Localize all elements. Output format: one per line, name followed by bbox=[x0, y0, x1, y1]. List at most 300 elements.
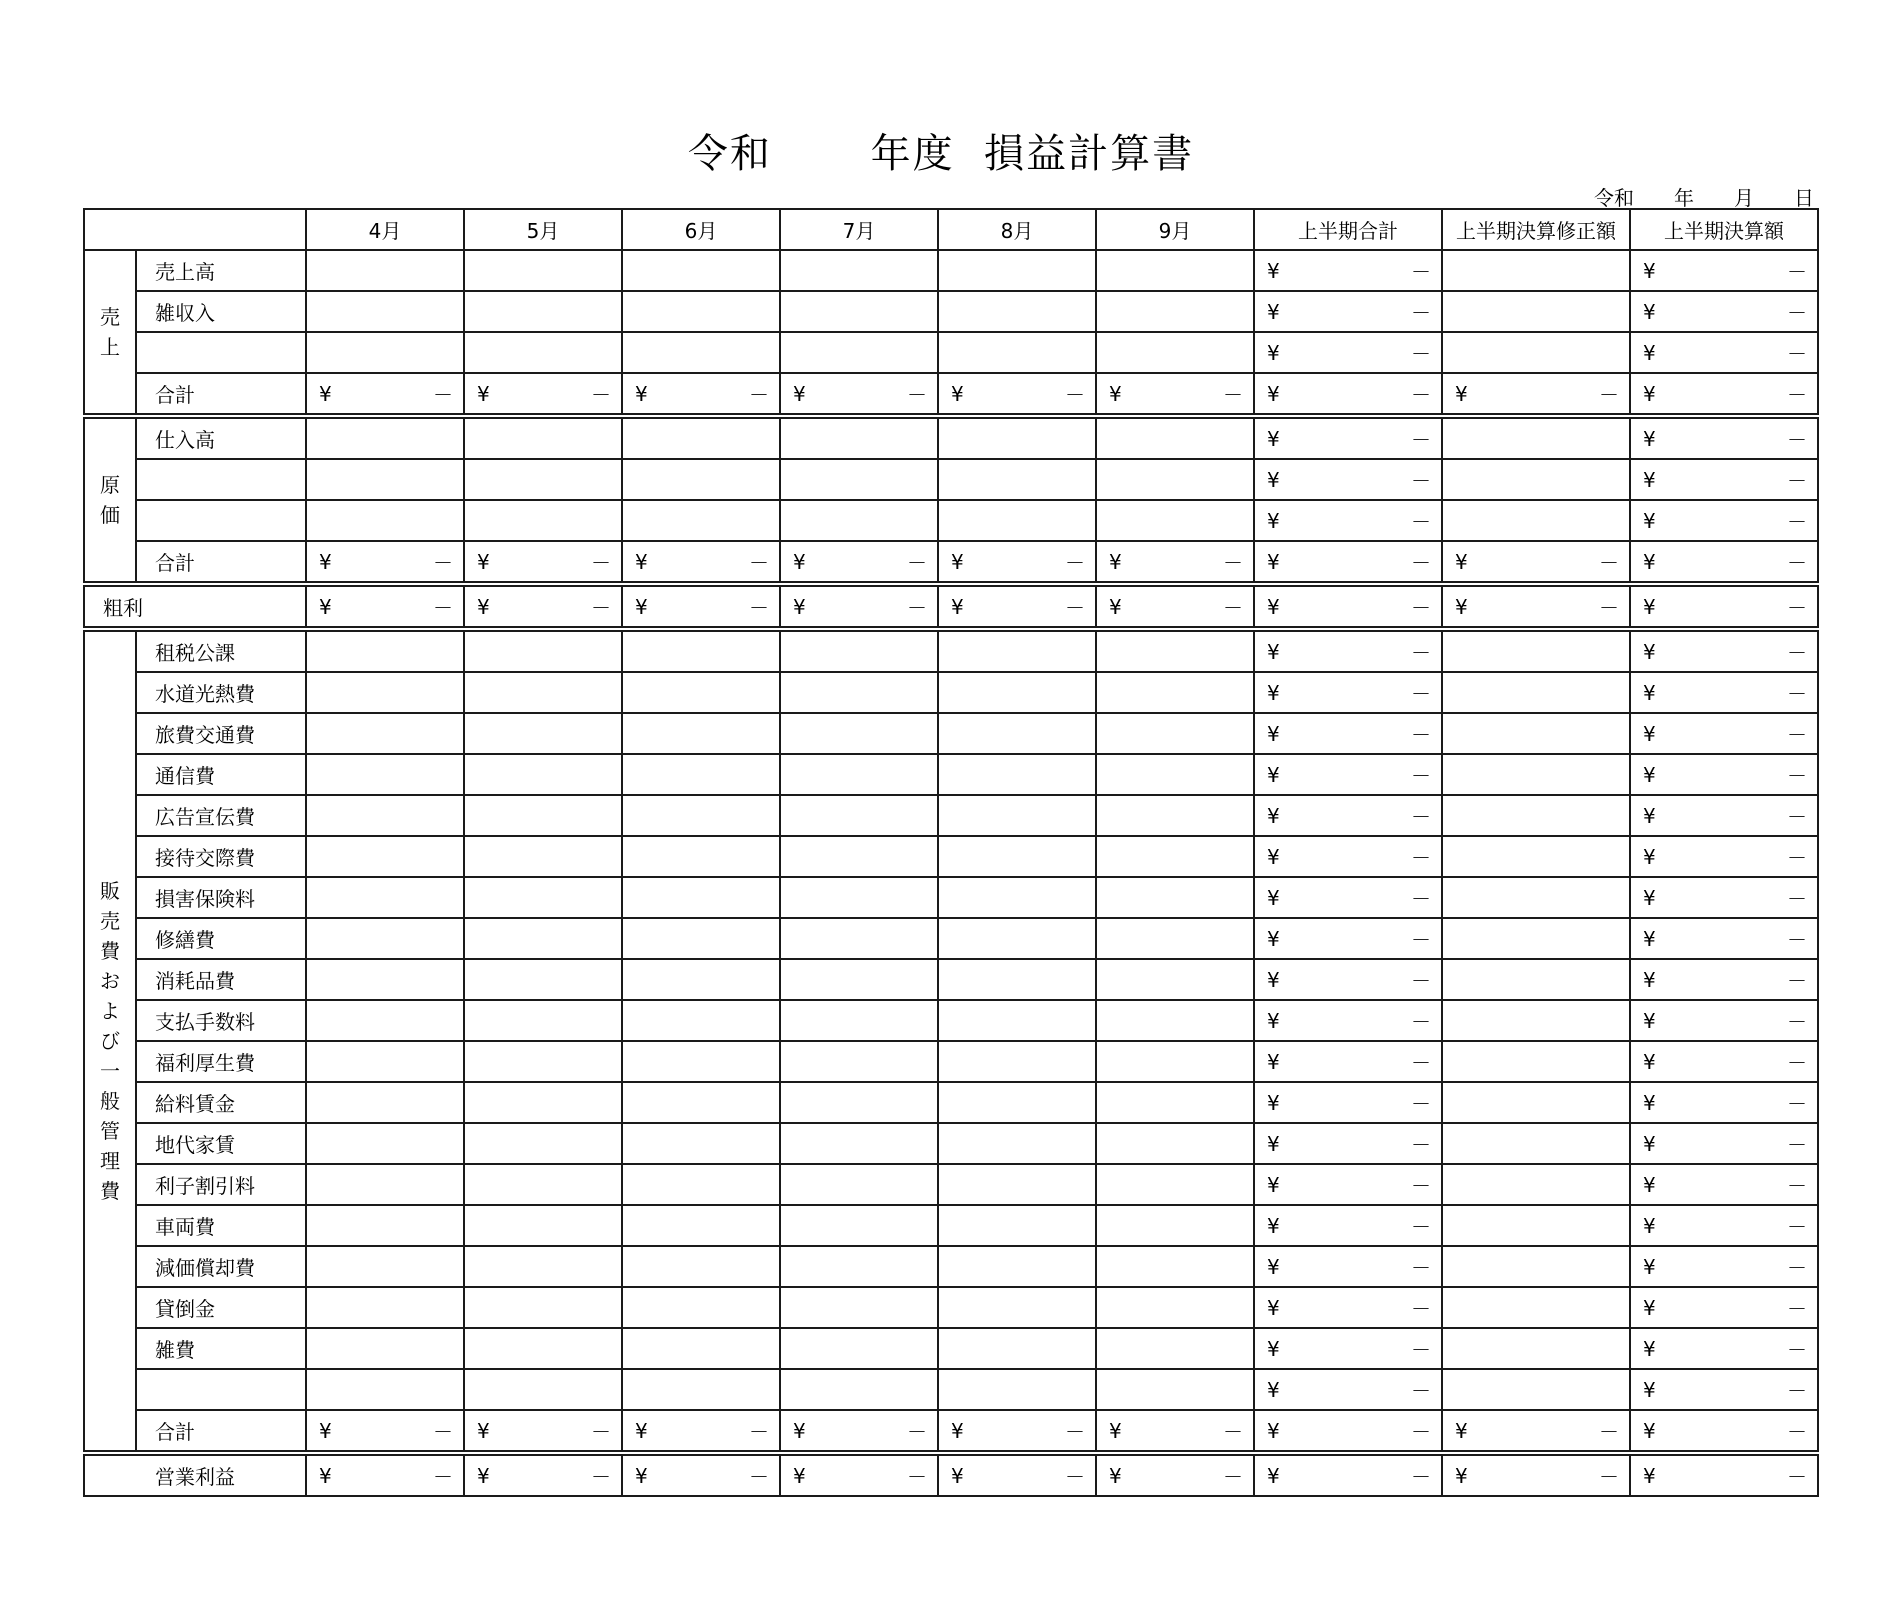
settlement-cell bbox=[1630, 250, 1818, 291]
yen-symbol: ¥ bbox=[1267, 549, 1280, 574]
adjustment-input-cell[interactable] bbox=[1442, 1246, 1630, 1287]
zero-dash: － bbox=[1411, 469, 1431, 493]
month-input-cell[interactable] bbox=[622, 1082, 780, 1123]
month-input-cell[interactable] bbox=[306, 836, 464, 877]
total-value-cell bbox=[464, 1410, 622, 1453]
item-label[interactable]: 福利厚生費 bbox=[136, 1041, 306, 1082]
header-jul: 7月 bbox=[780, 209, 938, 250]
settlement-cell bbox=[1630, 713, 1818, 754]
header-aug: 8月 bbox=[938, 209, 1096, 250]
month-input-cell[interactable] bbox=[306, 959, 464, 1000]
month-input-cell[interactable] bbox=[622, 1246, 780, 1287]
month-input-cell[interactable] bbox=[1096, 416, 1254, 459]
adjustment-input-cell[interactable] bbox=[1442, 250, 1630, 291]
month-input-cell[interactable] bbox=[464, 1000, 622, 1041]
item-label[interactable]: 広告宣伝費 bbox=[136, 795, 306, 836]
item-label[interactable] bbox=[136, 500, 306, 541]
yen-symbol: ¥ bbox=[1267, 1131, 1280, 1156]
zero-dash: － bbox=[1787, 1215, 1807, 1239]
month-input-cell[interactable] bbox=[464, 1041, 622, 1082]
half-total-cell bbox=[1254, 1369, 1442, 1410]
yen-symbol: ¥ bbox=[1455, 549, 1468, 574]
summary-label: 営業利益 bbox=[84, 1453, 306, 1496]
month-input-cell[interactable] bbox=[622, 1287, 780, 1328]
yen-symbol: ¥ bbox=[1643, 762, 1656, 787]
month-input-cell[interactable] bbox=[306, 1041, 464, 1082]
month-input-cell[interactable] bbox=[622, 1369, 780, 1410]
month-input-cell[interactable] bbox=[464, 713, 622, 754]
month-input-cell[interactable] bbox=[780, 959, 938, 1000]
item-label[interactable]: 雑収入 bbox=[136, 291, 306, 332]
month-input-cell[interactable] bbox=[938, 250, 1096, 291]
category-text: 販売費および一般管理費 bbox=[100, 879, 120, 1203]
settlement-cell bbox=[1630, 1328, 1818, 1369]
month-input-cell[interactable] bbox=[306, 1328, 464, 1369]
month-input-cell[interactable] bbox=[622, 1164, 780, 1205]
month-input-cell[interactable] bbox=[938, 713, 1096, 754]
month-input-cell[interactable] bbox=[306, 1205, 464, 1246]
adjustment-input-cell[interactable] bbox=[1442, 1205, 1630, 1246]
month-input-cell[interactable] bbox=[622, 332, 780, 373]
month-input-cell[interactable] bbox=[464, 672, 622, 713]
month-input-cell[interactable] bbox=[306, 877, 464, 918]
month-input-cell[interactable] bbox=[1096, 459, 1254, 500]
month-input-cell[interactable] bbox=[780, 1164, 938, 1205]
month-input-cell[interactable] bbox=[1096, 795, 1254, 836]
month-input-cell[interactable] bbox=[780, 250, 938, 291]
month-input-cell[interactable] bbox=[464, 877, 622, 918]
zero-dash: － bbox=[1787, 1379, 1807, 1403]
month-input-cell[interactable] bbox=[780, 877, 938, 918]
adjustment-input-cell[interactable] bbox=[1442, 332, 1630, 373]
month-input-cell[interactable] bbox=[938, 459, 1096, 500]
month-input-cell[interactable] bbox=[780, 629, 938, 672]
zero-dash: － bbox=[749, 1465, 769, 1489]
yen-symbol: ¥ bbox=[1643, 1418, 1656, 1443]
month-input-cell[interactable] bbox=[938, 1328, 1096, 1369]
month-input-cell[interactable] bbox=[780, 1205, 938, 1246]
month-input-cell[interactable] bbox=[622, 1000, 780, 1041]
zero-dash: － bbox=[1787, 682, 1807, 706]
item-label[interactable]: 売上高 bbox=[136, 250, 306, 291]
month-input-cell[interactable] bbox=[1096, 1246, 1254, 1287]
month-input-cell[interactable] bbox=[938, 1041, 1096, 1082]
settlement-cell bbox=[1630, 836, 1818, 877]
zero-dash: － bbox=[1411, 764, 1431, 788]
month-input-cell[interactable] bbox=[464, 836, 622, 877]
zero-dash: － bbox=[1411, 887, 1431, 911]
zero-dash: － bbox=[1411, 846, 1431, 870]
month-input-cell[interactable] bbox=[938, 1246, 1096, 1287]
month-input-cell[interactable] bbox=[622, 250, 780, 291]
month-input-cell[interactable] bbox=[1096, 332, 1254, 373]
item-label[interactable]: 水道光熱費 bbox=[136, 672, 306, 713]
item-label[interactable]: 租税公課 bbox=[136, 629, 306, 672]
month-input-cell[interactable] bbox=[780, 836, 938, 877]
yen-symbol: ¥ bbox=[1267, 1213, 1280, 1238]
month-input-cell[interactable] bbox=[622, 291, 780, 332]
item-label[interactable]: 消耗品費 bbox=[136, 959, 306, 1000]
month-input-cell[interactable] bbox=[1096, 250, 1254, 291]
item-row bbox=[84, 629, 1818, 672]
item-label[interactable] bbox=[136, 459, 306, 500]
yen-symbol: ¥ bbox=[951, 1463, 964, 1488]
zero-dash: － bbox=[1787, 723, 1807, 747]
month-input-cell[interactable] bbox=[306, 713, 464, 754]
zero-dash: － bbox=[591, 383, 611, 407]
month-input-cell[interactable] bbox=[1096, 1123, 1254, 1164]
adjustment-input-cell[interactable] bbox=[1442, 672, 1630, 713]
month-input-cell[interactable] bbox=[938, 416, 1096, 459]
month-input-cell[interactable] bbox=[622, 672, 780, 713]
value-cell bbox=[1630, 584, 1818, 629]
yen-symbol: ¥ bbox=[319, 381, 332, 406]
month-input-cell[interactable] bbox=[938, 836, 1096, 877]
month-input-cell[interactable] bbox=[1096, 629, 1254, 672]
month-input-cell[interactable] bbox=[622, 918, 780, 959]
yen-symbol: ¥ bbox=[1267, 967, 1280, 992]
half-total-cell bbox=[1254, 877, 1442, 918]
month-input-cell[interactable] bbox=[780, 1246, 938, 1287]
item-label[interactable]: 仕入高 bbox=[136, 416, 306, 459]
month-input-cell[interactable] bbox=[1096, 918, 1254, 959]
settlement-cell bbox=[1630, 291, 1818, 332]
month-input-cell[interactable] bbox=[1096, 836, 1254, 877]
month-input-cell[interactable] bbox=[1096, 713, 1254, 754]
item-label[interactable]: 支払手数料 bbox=[136, 1000, 306, 1041]
month-input-cell[interactable] bbox=[1096, 754, 1254, 795]
value-cell bbox=[938, 584, 1096, 629]
month-input-cell[interactable] bbox=[464, 1246, 622, 1287]
adjustment-input-cell[interactable] bbox=[1442, 1041, 1630, 1082]
half-total-cell bbox=[1254, 713, 1442, 754]
adjustment-input-cell[interactable] bbox=[1442, 500, 1630, 541]
half-total-cell bbox=[1254, 959, 1442, 1000]
month-input-cell[interactable] bbox=[622, 836, 780, 877]
item-label[interactable]: 通信費 bbox=[136, 754, 306, 795]
adjustment-input-cell[interactable] bbox=[1442, 1328, 1630, 1369]
adjustment-input-cell[interactable] bbox=[1442, 291, 1630, 332]
item-label[interactable]: 利子割引料 bbox=[136, 1164, 306, 1205]
month-input-cell[interactable] bbox=[938, 500, 1096, 541]
month-input-cell[interactable] bbox=[306, 459, 464, 500]
month-input-cell[interactable] bbox=[1096, 500, 1254, 541]
month-input-cell[interactable] bbox=[306, 1123, 464, 1164]
zero-dash: － bbox=[1787, 764, 1807, 788]
month-input-cell[interactable] bbox=[780, 1328, 938, 1369]
adjustment-input-cell[interactable] bbox=[1442, 836, 1630, 877]
month-input-cell[interactable] bbox=[1096, 1041, 1254, 1082]
zero-dash: － bbox=[1787, 342, 1807, 366]
adjustment-input-cell[interactable] bbox=[1442, 1082, 1630, 1123]
month-input-cell[interactable] bbox=[306, 416, 464, 459]
month-input-cell[interactable] bbox=[1096, 959, 1254, 1000]
adjustment-input-cell[interactable] bbox=[1442, 1287, 1630, 1328]
month-input-cell[interactable] bbox=[622, 1205, 780, 1246]
yen-symbol: ¥ bbox=[793, 549, 806, 574]
month-input-cell[interactable] bbox=[780, 1287, 938, 1328]
month-input-cell[interactable] bbox=[1096, 1287, 1254, 1328]
month-input-cell[interactable] bbox=[938, 291, 1096, 332]
month-input-cell[interactable] bbox=[938, 877, 1096, 918]
zero-dash: － bbox=[1787, 1010, 1807, 1034]
month-input-cell[interactable] bbox=[622, 1328, 780, 1369]
month-input-cell[interactable] bbox=[464, 416, 622, 459]
month-input-cell[interactable] bbox=[464, 1123, 622, 1164]
month-input-cell[interactable] bbox=[1096, 1205, 1254, 1246]
yen-symbol: ¥ bbox=[1267, 467, 1280, 492]
total-value-cell bbox=[464, 541, 622, 584]
zero-dash: － bbox=[1411, 428, 1431, 452]
month-input-cell[interactable] bbox=[938, 918, 1096, 959]
month-input-cell[interactable] bbox=[780, 754, 938, 795]
month-input-cell[interactable] bbox=[780, 291, 938, 332]
yen-symbol: ¥ bbox=[1267, 381, 1280, 406]
yen-symbol: ¥ bbox=[1455, 1418, 1468, 1443]
month-input-cell[interactable] bbox=[464, 332, 622, 373]
month-input-cell[interactable] bbox=[306, 1369, 464, 1410]
zero-dash: － bbox=[1411, 596, 1431, 620]
month-input-cell[interactable] bbox=[306, 332, 464, 373]
month-input-cell[interactable] bbox=[780, 459, 938, 500]
month-input-cell[interactable] bbox=[622, 416, 780, 459]
month-input-cell[interactable] bbox=[1096, 672, 1254, 713]
month-input-cell[interactable] bbox=[622, 1041, 780, 1082]
item-label[interactable] bbox=[136, 1369, 306, 1410]
month-input-cell[interactable] bbox=[780, 1123, 938, 1164]
item-label[interactable]: 減価償却費 bbox=[136, 1246, 306, 1287]
header-jun: 6月 bbox=[622, 209, 780, 250]
month-input-cell[interactable] bbox=[464, 250, 622, 291]
month-input-cell[interactable] bbox=[306, 1000, 464, 1041]
month-input-cell[interactable] bbox=[464, 918, 622, 959]
zero-dash: － bbox=[1411, 1256, 1431, 1280]
zero-dash: － bbox=[591, 596, 611, 620]
yen-symbol: ¥ bbox=[1643, 381, 1656, 406]
month-input-cell[interactable] bbox=[464, 291, 622, 332]
month-input-cell[interactable] bbox=[464, 1287, 622, 1328]
month-input-cell[interactable] bbox=[622, 629, 780, 672]
yen-symbol: ¥ bbox=[1643, 967, 1656, 992]
yen-symbol: ¥ bbox=[1267, 1463, 1280, 1488]
item-label[interactable]: 損害保険料 bbox=[136, 877, 306, 918]
month-input-cell[interactable] bbox=[938, 1164, 1096, 1205]
item-label[interactable]: 接待交際費 bbox=[136, 836, 306, 877]
zero-dash: － bbox=[1787, 1133, 1807, 1157]
month-input-cell[interactable] bbox=[938, 1000, 1096, 1041]
month-input-cell[interactable] bbox=[464, 959, 622, 1000]
adjustment-input-cell[interactable] bbox=[1442, 918, 1630, 959]
month-input-cell[interactable] bbox=[938, 629, 1096, 672]
month-input-cell[interactable] bbox=[306, 672, 464, 713]
item-row bbox=[84, 795, 1818, 836]
half-total-cell bbox=[1254, 1205, 1442, 1246]
zero-dash: － bbox=[591, 551, 611, 575]
month-input-cell[interactable] bbox=[780, 918, 938, 959]
month-input-cell[interactable] bbox=[464, 459, 622, 500]
month-input-cell[interactable] bbox=[780, 1041, 938, 1082]
yen-symbol: ¥ bbox=[1643, 467, 1656, 492]
zero-dash: － bbox=[1599, 1420, 1619, 1444]
item-label[interactable]: 修繕費 bbox=[136, 918, 306, 959]
month-input-cell[interactable] bbox=[306, 795, 464, 836]
item-row bbox=[84, 1164, 1818, 1205]
zero-dash: － bbox=[1599, 596, 1619, 620]
month-input-cell[interactable] bbox=[464, 1164, 622, 1205]
month-input-cell[interactable] bbox=[1096, 1082, 1254, 1123]
item-label[interactable]: 地代家賃 bbox=[136, 1123, 306, 1164]
adjustment-input-cell[interactable] bbox=[1442, 1369, 1630, 1410]
zero-dash: － bbox=[433, 551, 453, 575]
month-input-cell[interactable] bbox=[306, 629, 464, 672]
month-input-cell[interactable] bbox=[306, 754, 464, 795]
month-input-cell[interactable] bbox=[938, 1205, 1096, 1246]
adjustment-input-cell[interactable] bbox=[1442, 629, 1630, 672]
half-total-cell bbox=[1254, 1246, 1442, 1287]
adjustment-input-cell[interactable] bbox=[1442, 795, 1630, 836]
adjustment-input-cell[interactable] bbox=[1442, 959, 1630, 1000]
month-input-cell[interactable] bbox=[464, 629, 622, 672]
header-half-adjustment: 上半期決算修正額 bbox=[1442, 209, 1630, 250]
month-input-cell[interactable] bbox=[780, 1082, 938, 1123]
yen-symbol: ¥ bbox=[1267, 594, 1280, 619]
item-label[interactable]: 車両費 bbox=[136, 1205, 306, 1246]
item-label[interactable]: 旅費交通費 bbox=[136, 713, 306, 754]
month-input-cell[interactable] bbox=[622, 959, 780, 1000]
month-input-cell[interactable] bbox=[938, 332, 1096, 373]
month-input-cell[interactable] bbox=[306, 250, 464, 291]
zero-dash: － bbox=[1411, 1092, 1431, 1116]
month-input-cell[interactable] bbox=[622, 500, 780, 541]
settlement-cell bbox=[1630, 332, 1818, 373]
month-input-cell[interactable] bbox=[938, 1369, 1096, 1410]
item-label[interactable]: 貸倒金 bbox=[136, 1287, 306, 1328]
month-input-cell[interactable] bbox=[780, 500, 938, 541]
total-label: 合計 bbox=[136, 1410, 306, 1453]
month-input-cell[interactable] bbox=[780, 1000, 938, 1041]
adjustment-input-cell[interactable] bbox=[1442, 416, 1630, 459]
month-input-cell[interactable] bbox=[780, 795, 938, 836]
item-label[interactable]: 給料賃金 bbox=[136, 1082, 306, 1123]
value-cell bbox=[938, 1453, 1096, 1496]
month-input-cell[interactable] bbox=[622, 1123, 780, 1164]
item-label[interactable] bbox=[136, 332, 306, 373]
adjustment-input-cell[interactable] bbox=[1442, 1000, 1630, 1041]
zero-dash: － bbox=[1411, 1338, 1431, 1362]
month-input-cell[interactable] bbox=[464, 1328, 622, 1369]
zero-dash: － bbox=[1787, 510, 1807, 534]
yen-symbol: ¥ bbox=[635, 549, 648, 574]
month-input-cell[interactable] bbox=[938, 795, 1096, 836]
month-input-cell[interactable] bbox=[780, 1369, 938, 1410]
month-input-cell[interactable] bbox=[306, 918, 464, 959]
income-statement-table bbox=[83, 208, 1819, 1497]
month-input-cell[interactable] bbox=[780, 672, 938, 713]
yen-symbol: ¥ bbox=[951, 381, 964, 406]
adjustment-input-cell[interactable] bbox=[1442, 877, 1630, 918]
month-input-cell[interactable] bbox=[938, 754, 1096, 795]
yen-symbol: ¥ bbox=[1267, 762, 1280, 787]
half-total-cell bbox=[1254, 795, 1442, 836]
yen-symbol: ¥ bbox=[1643, 639, 1656, 664]
adjustment-input-cell[interactable] bbox=[1442, 713, 1630, 754]
month-input-cell[interactable] bbox=[464, 754, 622, 795]
month-input-cell[interactable] bbox=[1096, 1328, 1254, 1369]
yen-symbol: ¥ bbox=[1267, 508, 1280, 533]
category-label bbox=[84, 629, 136, 1453]
zero-dash: － bbox=[1787, 596, 1807, 620]
half-total-cell bbox=[1254, 1328, 1442, 1369]
yen-symbol: ¥ bbox=[793, 594, 806, 619]
month-input-cell[interactable] bbox=[306, 1082, 464, 1123]
yen-symbol: ¥ bbox=[1267, 844, 1280, 869]
month-input-cell[interactable] bbox=[306, 1246, 464, 1287]
yen-symbol: ¥ bbox=[1643, 1463, 1656, 1488]
zero-dash: － bbox=[1065, 1465, 1085, 1489]
half-total-cell bbox=[1254, 500, 1442, 541]
month-input-cell[interactable] bbox=[1096, 1369, 1254, 1410]
total-value-cell bbox=[938, 541, 1096, 584]
month-input-cell[interactable] bbox=[1096, 877, 1254, 918]
month-input-cell[interactable] bbox=[622, 459, 780, 500]
total-value-cell bbox=[1442, 541, 1630, 584]
month-input-cell[interactable] bbox=[938, 672, 1096, 713]
month-input-cell[interactable] bbox=[306, 500, 464, 541]
summary-label: 粗利 bbox=[84, 584, 306, 629]
month-input-cell[interactable] bbox=[306, 291, 464, 332]
month-input-cell[interactable] bbox=[306, 1287, 464, 1328]
month-input-cell[interactable] bbox=[464, 1082, 622, 1123]
zero-dash: － bbox=[1411, 1051, 1431, 1075]
month-input-cell[interactable] bbox=[622, 795, 780, 836]
month-input-cell[interactable] bbox=[1096, 1164, 1254, 1205]
month-input-cell[interactable] bbox=[938, 1082, 1096, 1123]
adjustment-input-cell[interactable] bbox=[1442, 1164, 1630, 1205]
month-input-cell[interactable] bbox=[938, 1123, 1096, 1164]
month-input-cell[interactable] bbox=[1096, 291, 1254, 332]
month-input-cell[interactable] bbox=[464, 1369, 622, 1410]
month-input-cell[interactable] bbox=[938, 959, 1096, 1000]
date-line: 令和 年 月 日 bbox=[1594, 186, 1814, 210]
month-input-cell[interactable] bbox=[1096, 1000, 1254, 1041]
zero-dash: － bbox=[1599, 1465, 1619, 1489]
zero-dash: － bbox=[433, 596, 453, 620]
yen-symbol: ¥ bbox=[793, 381, 806, 406]
adjustment-input-cell[interactable] bbox=[1442, 459, 1630, 500]
month-input-cell[interactable] bbox=[780, 713, 938, 754]
month-input-cell[interactable] bbox=[780, 416, 938, 459]
month-input-cell[interactable] bbox=[938, 1287, 1096, 1328]
month-input-cell[interactable] bbox=[464, 500, 622, 541]
month-input-cell[interactable] bbox=[622, 754, 780, 795]
month-input-cell[interactable] bbox=[464, 795, 622, 836]
month-input-cell[interactable] bbox=[306, 1164, 464, 1205]
month-input-cell[interactable] bbox=[780, 332, 938, 373]
month-input-cell[interactable] bbox=[464, 1205, 622, 1246]
yen-symbol: ¥ bbox=[1643, 1131, 1656, 1156]
settlement-cell bbox=[1630, 1205, 1818, 1246]
month-input-cell[interactable] bbox=[622, 713, 780, 754]
adjustment-input-cell[interactable] bbox=[1442, 1123, 1630, 1164]
item-row bbox=[84, 1000, 1818, 1041]
zero-dash: － bbox=[1787, 1420, 1807, 1444]
adjustment-input-cell[interactable] bbox=[1442, 754, 1630, 795]
zero-dash: － bbox=[1223, 1465, 1243, 1489]
total-value-cell bbox=[1096, 541, 1254, 584]
zero-dash: － bbox=[1787, 846, 1807, 870]
month-input-cell[interactable] bbox=[622, 877, 780, 918]
item-label[interactable]: 雑費 bbox=[136, 1328, 306, 1369]
